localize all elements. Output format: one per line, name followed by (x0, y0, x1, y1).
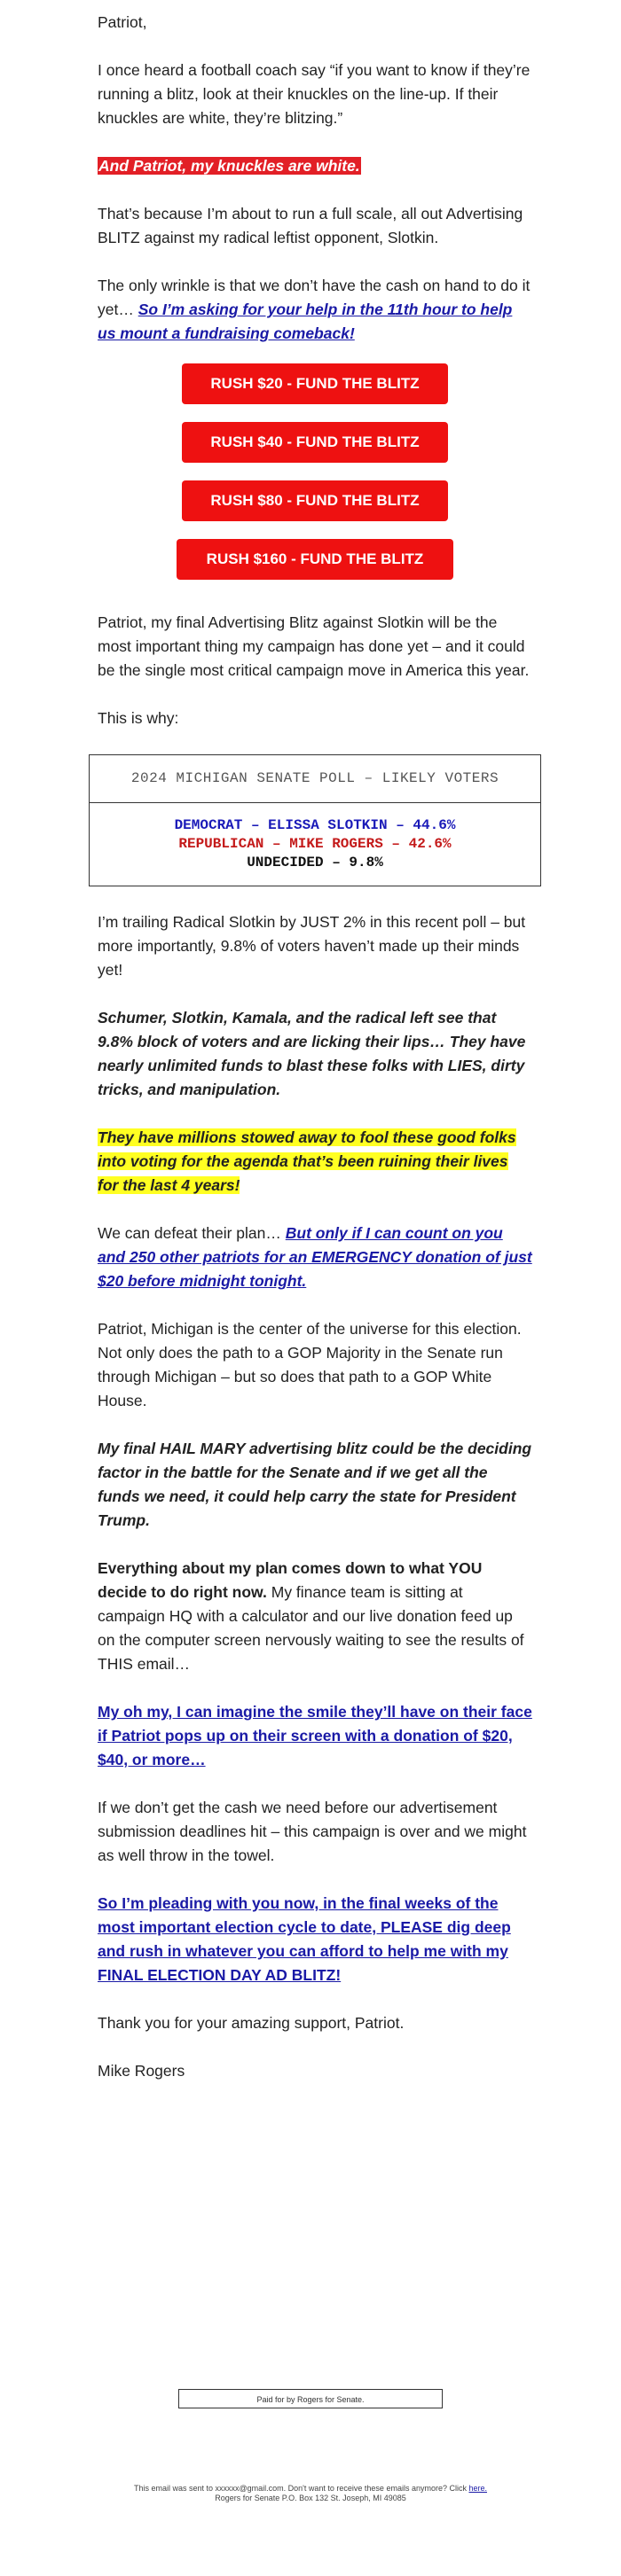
paragraph-this-is-why: This is why: (98, 709, 179, 727)
email-body (98, 0, 532, 2107)
signature: Mike Rogers (98, 2062, 185, 2080)
paragraph-pleading (98, 1892, 532, 1987)
poll-row-republican: REPUBLICAN – MIKE ROGERS – 42.6% (178, 836, 452, 852)
paragraph-smile (98, 1700, 532, 1772)
poll-table (89, 754, 541, 886)
paragraph-coach-quote: I once heard a football coach say “if you want to know if they’re running a blitz, look at their knuckles on the line-up. If their knuckles are white, they’re blitzing.” (98, 61, 531, 127)
campaign-address: Rogers for Senate P.O. Box 132 St. Joseph, MI 49085 (215, 2494, 406, 2502)
paragraph-knuckles (98, 154, 532, 178)
millions-highlight: They have millions stowed away to fool these good folks into voting for the agenda that’s been ruining their lives for the last 4 years! (98, 1128, 516, 1194)
poll-results (90, 803, 540, 886)
finance-team-bold: Everything about my plan comes down to what YOU decide to do right now. (98, 1559, 483, 1601)
paid-for-disclaimer: Paid for by Rogers for Senate. (178, 2389, 443, 2408)
emergency-donation-link[interactable]: But only if I can count on you and 250 other patriots for an EMERGENCY donation of just $20 before midnight tonight. (98, 1224, 532, 1290)
paragraph-thanks: Thank you for your amazing support, Patriot. (98, 2014, 405, 2032)
rush-160-button[interactable]: RUSH $160 - FUND THE BLITZ (177, 539, 453, 580)
paragraph-final-blitz: Patriot, my final Advertising Blitz against Slotkin will be the most important thing my campaign has done yet – and it could be the single most critical campaign move in America this year. (98, 613, 530, 679)
knuckles-highlight: And Patriot, my knuckles are white. (98, 157, 360, 175)
finance-team-text: My finance team is sitting at campaign HQ with a calculator and our live donation feed up on the computer screen nervously waiting to see the results of THIS email… (98, 1583, 524, 1673)
poll-row-undecided: UNDECIDED – 9.8% (247, 855, 383, 870)
sent-to-text: This email was sent to xxxxxx@gmail.com. Don't want to receive these emails anymore? Click (133, 2484, 469, 2493)
paragraph-blitz: That’s because I’m about to run a full scale, all out Advertising BLITZ against my radical leftist opponent, Slotkin. (98, 205, 523, 246)
rush-20-button[interactable]: RUSH $20 - FUND THE BLITZ (182, 363, 448, 404)
paragraph-finance-team (98, 1557, 532, 1676)
paragraph-trailing: I’m trailing Radical Slotkin by JUST 2% in this recent poll – but more importantly, 9.8% of voters haven’t made up their minds yet! (98, 913, 526, 979)
unsubscribe-link[interactable]: here. (468, 2484, 487, 2493)
ad-blitz-link[interactable]: So I’m pleading with you now, in the final weeks of the most important election cycle to date, PLEASE dig deep and rush in whatever you can afford to help me with my FINAL ELECTION DAY AD BLITZ! (98, 1894, 511, 1984)
defeat-plan-text: We can defeat their plan… (98, 1224, 286, 1242)
poll-title: 2024 MICHIGAN SENATE POLL – LIKELY VOTERS (90, 755, 540, 803)
paragraph-hail-mary: My final HAIL MARY advertising blitz could be the deciding factor in the battle for the Senate and if we get all the funds we need, it could help carry the state for President Trump. (98, 1440, 532, 1529)
wrinkle-text: The only wrinkle is that we don’t have the cash on hand to do it yet… (98, 277, 531, 318)
paragraph-deadline: If we don’t get the cash we need before our advertisement submission deadlines hit – this campaign is over and we might as well throw in the towel. (98, 1799, 527, 1864)
fundraising-link[interactable]: So I’m asking for your help in the 11th hour to help us mount a fundraising comeback! (98, 301, 513, 342)
poll-row-democrat: DEMOCRAT – ELISSA SLOTKIN – 44.6% (174, 817, 456, 833)
paragraph-schumer: Schumer, Slotkin, Kamala, and the radical left see that 9.8% block of voters and are licking their lips… They have nearly unlimited funds to blast these folks with LIES, dirty tricks, and manipulation. (98, 1009, 526, 1098)
smile-donation-link[interactable]: My oh my, I can imagine the smile they’ll have on their face if Patriot pops up on their screen with a donation of $20, $40, or more… (98, 1703, 532, 1768)
paragraph-millions (98, 1126, 532, 1198)
greeting: Patriot, (98, 13, 147, 31)
paragraph-michigan-center: Patriot, Michigan is the center of the universe for this election. Not only does the path to a GOP Majority in the Senate run through Michigan – but so does that path to a GOP White House. (98, 1320, 522, 1409)
paragraph-wrinkle (98, 274, 532, 346)
rush-40-button[interactable]: RUSH $40 - FUND THE BLITZ (182, 422, 448, 463)
rush-80-button[interactable]: RUSH $80 - FUND THE BLITZ (182, 480, 448, 521)
footer-unsubscribe (89, 2484, 532, 2503)
donation-buttons (98, 363, 532, 597)
paragraph-defeat-plan (98, 1222, 532, 1293)
